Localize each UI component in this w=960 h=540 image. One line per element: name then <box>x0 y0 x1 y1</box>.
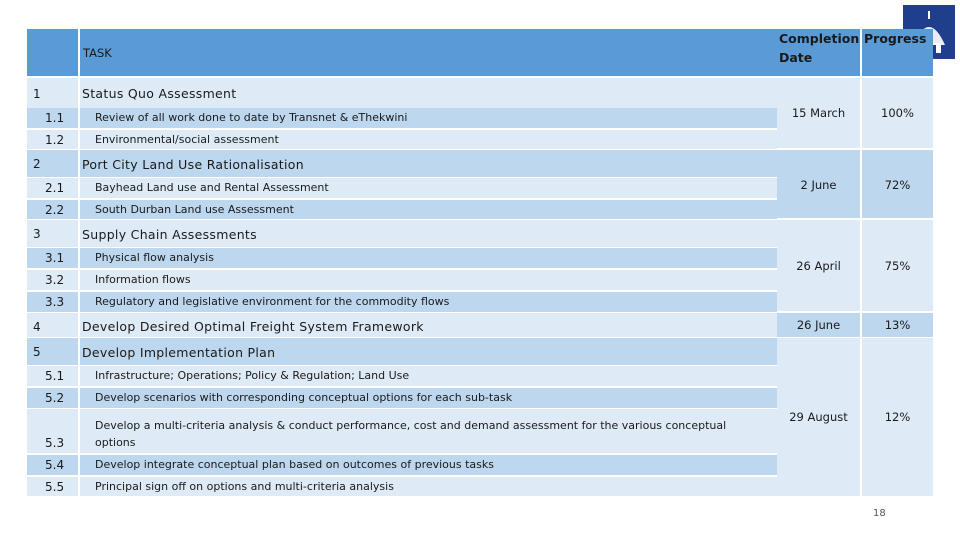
page-number: 18 <box>873 508 886 519</box>
completion-date: 2 June <box>800 178 837 192</box>
task-number: 1.2 <box>45 133 65 147</box>
task-row <box>80 366 777 386</box>
row-num-cell <box>27 178 78 198</box>
task-label: South Durban Land use Assessment <box>95 203 294 216</box>
row-num-cell <box>27 248 78 268</box>
task-row <box>80 388 777 408</box>
row-num-cell <box>27 270 78 290</box>
completion-date-cell <box>777 338 860 496</box>
task-number: 3.1 <box>45 251 65 265</box>
task-row <box>80 130 777 149</box>
task-label: Physical flow analysis <box>95 251 214 264</box>
task-label: Develop Desired Optimal Freight System Framework <box>82 319 424 334</box>
task-row <box>80 313 777 337</box>
task-label: Port City Land Use Rationalisation <box>82 157 304 172</box>
task-row <box>80 292 777 312</box>
completion-date-cell <box>777 313 860 337</box>
task-number: 2 <box>33 157 41 171</box>
progress-cell <box>862 150 933 218</box>
header-progress-label: Progress <box>864 31 927 46</box>
task-label: Infrastructure; Operations; Policy & Regulation; Land Use <box>95 369 410 382</box>
task-label: Information flows <box>95 273 191 286</box>
task-row <box>80 270 777 290</box>
task-label-continued: options <box>95 436 136 449</box>
task-number: 5.4 <box>45 458 65 472</box>
task-number: 1.1 <box>45 111 65 125</box>
row-num-cell <box>27 313 78 337</box>
task-label: Environmental/social assessment <box>95 133 279 146</box>
header-num-cell <box>27 29 78 76</box>
completion-date-cell <box>777 220 860 311</box>
task-number: 4 <box>33 320 41 334</box>
task-number: 1 <box>33 87 41 101</box>
row-num-cell <box>27 477 78 496</box>
progress-value: 12% <box>884 410 911 424</box>
task-number: 3 <box>33 227 41 241</box>
task-number: 5 <box>33 345 41 359</box>
row-num-cell <box>27 78 78 108</box>
task-number: 5.3 <box>45 436 65 450</box>
progress-value: 13% <box>884 318 911 332</box>
task-label: Status Quo Assessment <box>82 86 237 101</box>
progress-value: 75% <box>884 259 911 273</box>
task-number: 2.1 <box>45 181 65 195</box>
completion-date: 26 April <box>796 259 841 273</box>
row-num-cell <box>27 455 78 475</box>
task-number: 3.2 <box>45 273 65 287</box>
row-num-cell <box>27 220 78 247</box>
progress-cell <box>862 220 933 311</box>
task-label: Review of all work done to date by Transnet & eThekwini <box>95 111 408 124</box>
header-date-label: Date <box>779 50 813 65</box>
task-row <box>80 409 777 453</box>
header-progress-cell <box>862 29 933 76</box>
task-label: Principal sign off on options and multi-criteria analysis <box>95 480 394 493</box>
task-label: Develop Implementation Plan <box>82 345 276 360</box>
header-task-cell <box>80 29 777 76</box>
task-number: 5.5 <box>45 480 65 494</box>
task-label: Develop integrate conceptual plan based on outcomes of previous tasks <box>95 458 494 471</box>
header-completion-label: Completion <box>779 31 860 46</box>
task-row <box>80 178 777 198</box>
task-row <box>80 150 777 177</box>
task-row <box>80 338 777 365</box>
row-num-cell <box>27 366 78 386</box>
task-label: Bayhead Land use and Rental Assessment <box>95 181 329 194</box>
task-row <box>80 78 777 108</box>
task-label: Develop scenarios with corresponding conceptual options for each sub-task <box>95 391 513 404</box>
header-completion-cell <box>777 29 860 76</box>
progress-value: 100% <box>881 106 914 120</box>
progress-cell <box>862 338 933 496</box>
completion-date: 29 August <box>789 410 848 424</box>
row-num-cell <box>27 200 78 219</box>
task-row <box>80 220 777 247</box>
task-label: Regulatory and legislative environment for the commodity flows <box>95 295 450 308</box>
task-label: Supply Chain Assessments <box>82 227 257 242</box>
completion-date-cell <box>777 78 860 148</box>
task-row <box>80 200 777 219</box>
row-num-cell <box>27 409 78 453</box>
row-num-cell <box>27 338 78 365</box>
completion-date: 26 June <box>796 318 841 332</box>
task-row <box>80 455 777 475</box>
task-row <box>80 108 777 128</box>
row-num-cell <box>27 292 78 312</box>
task-label: Develop a multi-criteria analysis & conduct performance, cost and demand assessment for the various conceptual <box>95 419 727 432</box>
completion-date-cell <box>777 150 860 218</box>
header-task-label: TASK <box>83 46 112 60</box>
row-num-cell <box>27 130 78 149</box>
task-row <box>80 248 777 268</box>
task-row <box>80 477 777 496</box>
row-num-cell <box>27 108 78 128</box>
task-number: 3.3 <box>45 295 65 309</box>
task-number: 2.2 <box>45 203 65 217</box>
row-num-cell <box>27 150 78 177</box>
progress-value: 72% <box>884 178 911 192</box>
task-number: 5.2 <box>45 391 65 405</box>
completion-date: 15 March <box>791 106 846 120</box>
row-num-cell <box>27 388 78 408</box>
progress-cell <box>862 313 933 337</box>
task-number: 5.1 <box>45 369 65 383</box>
progress-cell <box>862 78 933 148</box>
